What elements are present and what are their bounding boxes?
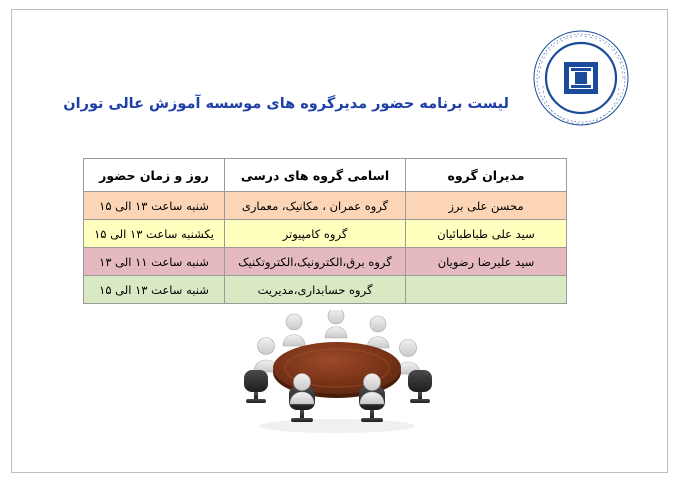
cell-group: گروه حسابداری،مدیریت [225,276,406,304]
cell-manager: محسن علی برز [406,192,567,220]
logo-turan-institute [519,26,643,130]
table-row [84,276,567,304]
cell-manager [406,276,567,304]
cell-group: گروه برق،الکترونیک،الکتروتکنیک [225,248,406,276]
meeting-round-table-illustration [232,310,447,435]
cell-group: گروه کامپیوتر [225,220,406,248]
column-header-manager: مدیران گروه [406,159,567,192]
cell-manager: سید علی طباطبائیان [406,220,567,248]
page-title: لیست برنامه حضور مدیرگروه های موسسه آموزش عالی توران [63,96,509,112]
column-header-group: اسامی گروه های درسی [225,159,406,192]
cell-manager: سید علیرضا رضویان [406,248,567,276]
table-row [84,220,567,248]
cell-group: گروه عمران ، مکانیک، معماری [225,192,406,220]
cell-time: شنبه ساعت ۱۳ الی ۱۵ [84,192,225,220]
cell-time: یکشنبه ساعت ۱۳ الی ۱۵ [84,220,225,248]
table-row [84,248,567,276]
column-header-time: روز و زمان حضور [84,159,225,192]
cell-time: شنبه ساعت ۱۳ الی ۱۵ [84,276,225,304]
table-row [84,192,567,220]
schedule-table [83,158,567,304]
table-header-row [84,159,567,192]
cell-time: شنبه ساعت ۱۱ الی ۱۳ [84,248,225,276]
